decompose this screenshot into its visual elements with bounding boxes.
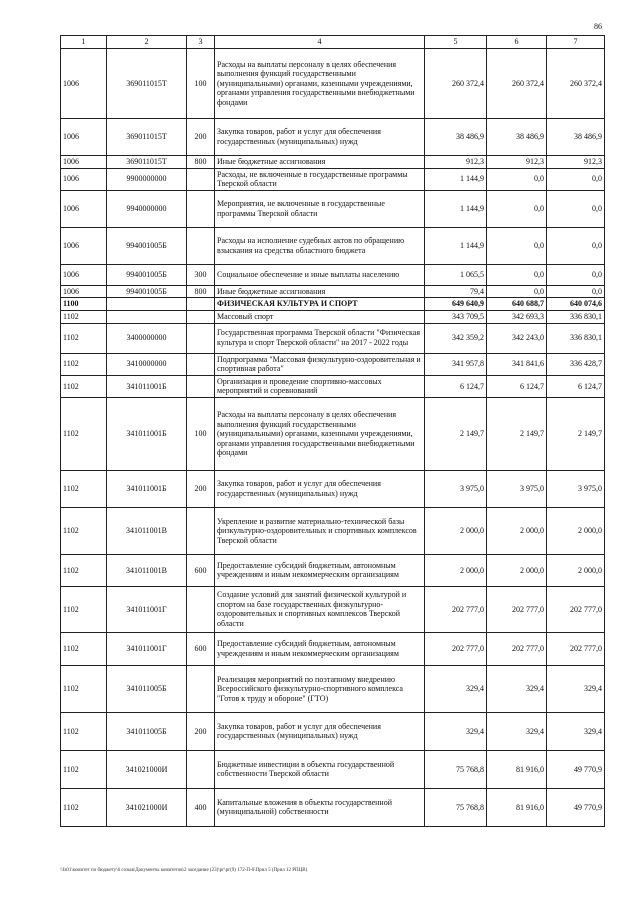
amount-3-cell: 0,0 <box>547 264 605 285</box>
file-path-footer: \\fs01\комитет по бюджету\6 созыв\Документы комитетов\2 заседание (23)\рг\рг(9) 172-П-6\Прил 5 (Прил 12 РПЦВ) <box>60 868 308 873</box>
table-row <box>61 227 605 264</box>
amount-2-cell: 342 243,0 <box>487 323 547 353</box>
amount-1-cell: 1 065,5 <box>425 264 487 285</box>
header-cell-1: 1 <box>61 36 107 49</box>
amount-1-cell: 1 144,9 <box>425 227 487 264</box>
section-code-cell: 1100 <box>61 298 107 311</box>
description-cell: Создание условий для занятий физической культурой и спортом на базе государственных физкультурно-оздоровительных и спортивных комплексов Тверской области <box>215 586 425 632</box>
description-cell: Капитальные вложения в объекты государственной (муниципальной) собственности <box>215 788 425 826</box>
amount-3-cell: 336 830,1 <box>547 323 605 353</box>
amount-2-cell: 3 975,0 <box>487 470 547 507</box>
target-code-cell: 994001005Б <box>107 264 187 285</box>
section-code-cell: 1102 <box>61 788 107 826</box>
section-code-cell: 1006 <box>61 264 107 285</box>
description-cell: Организация и проведение спортивно-массовых мероприятий и соревнований <box>215 375 425 397</box>
table-row <box>61 190 605 227</box>
table-row <box>61 788 605 826</box>
amount-3-cell: 329,4 <box>547 665 605 712</box>
target-code-cell: 3410000000 <box>107 353 187 375</box>
amount-2-cell: 202 777,0 <box>487 586 547 632</box>
amount-2-cell: 38 486,9 <box>487 119 547 156</box>
header-cell-5: 5 <box>425 36 487 49</box>
expense-type-cell: 100 <box>187 49 215 119</box>
target-code-cell: 994001005Б <box>107 227 187 264</box>
header-cell-6: 6 <box>487 36 547 49</box>
amount-1-cell: 6 124,7 <box>425 375 487 397</box>
expense-type-cell: 300 <box>187 264 215 285</box>
table-body <box>61 49 605 827</box>
description-cell: Расходы на исполнение судебных актов по обращению взыскания на средства областного бюджета <box>215 227 425 264</box>
expense-type-cell <box>187 375 215 397</box>
amount-2-cell: 329,4 <box>487 712 547 750</box>
amount-3-cell: 202 777,0 <box>547 632 605 665</box>
header-row <box>61 36 605 49</box>
table-row <box>61 156 605 169</box>
expense-type-cell: 200 <box>187 712 215 750</box>
amount-1-cell: 1 144,9 <box>425 168 487 190</box>
section-code-cell: 1006 <box>61 156 107 169</box>
description-cell: Закупка товаров, работ и услуг для обеспечения государственных (муниципальных) нужд <box>215 470 425 507</box>
header-cell-4: 4 <box>215 36 425 49</box>
amount-1-cell: 75 768,8 <box>425 750 487 788</box>
target-code-cell: 341021000И <box>107 788 187 826</box>
target-code-cell: 341011001Б <box>107 397 187 470</box>
amount-2-cell: 341 841,6 <box>487 353 547 375</box>
amount-3-cell: 202 777,0 <box>547 586 605 632</box>
description-cell: Государственная программа Тверской области "Физическая культура и спорт Тверской области" на 2017 - 2022 годы <box>215 323 425 353</box>
table-row <box>61 119 605 156</box>
description-cell: Укрепление и развитие материально-технической базы физкультурно-оздоровительных и спортивных комплексов Тверской области <box>215 507 425 554</box>
amount-2-cell: 2 000,0 <box>487 554 547 586</box>
amount-2-cell: 0,0 <box>487 264 547 285</box>
amount-3-cell: 2 000,0 <box>547 507 605 554</box>
expense-type-cell <box>187 750 215 788</box>
amount-3-cell: 336 428,7 <box>547 353 605 375</box>
amount-2-cell: 81 916,0 <box>487 788 547 826</box>
section-code-cell: 1102 <box>61 310 107 323</box>
section-code-cell: 1102 <box>61 586 107 632</box>
table-row <box>61 323 605 353</box>
header-cell-3: 3 <box>187 36 215 49</box>
table-row <box>61 470 605 507</box>
table-row <box>61 298 605 311</box>
description-cell: Расходы на выплаты персоналу в целях обеспечения выполнения функций государственными (муниципальными) органами, казенными учреждениями, органами управления государственными внебюджетными фондами <box>215 49 425 119</box>
table-row <box>61 712 605 750</box>
table-row <box>61 586 605 632</box>
amount-2-cell: 342 693,3 <box>487 310 547 323</box>
amount-1-cell: 79,4 <box>425 285 487 298</box>
section-code-cell: 1006 <box>61 49 107 119</box>
amount-2-cell: 0,0 <box>487 168 547 190</box>
table-row <box>61 397 605 470</box>
section-code-cell: 1102 <box>61 353 107 375</box>
description-cell: Мероприятия, не включенные в государственные программы Тверской области <box>215 190 425 227</box>
table-row <box>61 49 605 119</box>
amount-1-cell: 2 000,0 <box>425 554 487 586</box>
section-code-cell: 1102 <box>61 323 107 353</box>
amount-2-cell: 640 688,7 <box>487 298 547 311</box>
table-row <box>61 285 605 298</box>
amount-3-cell: 640 074,6 <box>547 298 605 311</box>
expense-type-cell <box>187 323 215 353</box>
table-row <box>61 507 605 554</box>
header-cell-2: 2 <box>107 36 187 49</box>
target-code-cell: 369011015Т <box>107 156 187 169</box>
section-code-cell: 1006 <box>61 227 107 264</box>
expense-type-cell: 200 <box>187 119 215 156</box>
amount-3-cell: 260 372,4 <box>547 49 605 119</box>
section-code-cell: 1102 <box>61 632 107 665</box>
target-code-cell: 341011001Б <box>107 375 187 397</box>
description-cell: Бюджетные инвестиции в объекты государственной собственности Тверской области <box>215 750 425 788</box>
table-row <box>61 353 605 375</box>
table-row <box>61 554 605 586</box>
target-code-cell <box>107 310 187 323</box>
table-row <box>61 264 605 285</box>
amount-3-cell: 912,3 <box>547 156 605 169</box>
amount-2-cell: 329,4 <box>487 665 547 712</box>
section-code-cell: 1102 <box>61 397 107 470</box>
expense-type-cell <box>187 298 215 311</box>
amount-2-cell: 912,3 <box>487 156 547 169</box>
table-row <box>61 665 605 712</box>
expense-type-cell <box>187 353 215 375</box>
amount-3-cell: 0,0 <box>547 168 605 190</box>
amount-1-cell: 912,3 <box>425 156 487 169</box>
amount-2-cell: 81 916,0 <box>487 750 547 788</box>
description-cell: ФИЗИЧЕСКАЯ КУЛЬТУРА И СПОРТ <box>215 298 425 311</box>
amount-3-cell: 2 149,7 <box>547 397 605 470</box>
amount-3-cell: 329,4 <box>547 712 605 750</box>
expense-type-cell <box>187 665 215 712</box>
section-code-cell: 1102 <box>61 712 107 750</box>
description-cell: Социальное обеспечение и иные выплаты населению <box>215 264 425 285</box>
table-row <box>61 310 605 323</box>
expense-type-cell <box>187 190 215 227</box>
target-code-cell: 341011001Г <box>107 632 187 665</box>
description-cell: Расходы на выплаты персоналу в целях обеспечения выполнения функций государственными (муниципальными) органами, казенными учреждениями, органами управления государственными внебюджетными фондами <box>215 397 425 470</box>
amount-1-cell: 329,4 <box>425 712 487 750</box>
table-row <box>61 168 605 190</box>
target-code-cell: 369011015Т <box>107 49 187 119</box>
target-code-cell: 341011001В <box>107 554 187 586</box>
section-code-cell: 1006 <box>61 190 107 227</box>
amount-2-cell: 260 372,4 <box>487 49 547 119</box>
expense-type-cell: 800 <box>187 156 215 169</box>
amount-1-cell: 260 372,4 <box>425 49 487 119</box>
expense-type-cell: 100 <box>187 397 215 470</box>
amount-2-cell: 2 000,0 <box>487 507 547 554</box>
page-number: 86 <box>594 22 602 31</box>
section-code-cell: 1006 <box>61 168 107 190</box>
amount-3-cell: 2 000,0 <box>547 554 605 586</box>
amount-1-cell: 2 149,7 <box>425 397 487 470</box>
expense-type-cell <box>187 310 215 323</box>
target-code-cell: 341011001Б <box>107 470 187 507</box>
target-code-cell: 341021000И <box>107 750 187 788</box>
target-code-cell: 9900000000 <box>107 168 187 190</box>
target-code-cell: 9940000000 <box>107 190 187 227</box>
description-cell: Предоставление субсидий бюджетным, автономным учреждениям и иным некоммерческим организациям <box>215 554 425 586</box>
amount-2-cell: 6 124,7 <box>487 375 547 397</box>
section-code-cell: 1102 <box>61 665 107 712</box>
table-row <box>61 632 605 665</box>
description-cell: Закупка товаров, работ и услуг для обеспечения государственных (муниципальных) нужд <box>215 119 425 156</box>
amount-3-cell: 38 486,9 <box>547 119 605 156</box>
amount-3-cell: 49 770,9 <box>547 750 605 788</box>
expense-type-cell: 600 <box>187 554 215 586</box>
expense-type-cell: 400 <box>187 788 215 826</box>
target-code-cell: 341011005Б <box>107 712 187 750</box>
header-cell-7: 7 <box>547 36 605 49</box>
description-cell: Закупка товаров, работ и услуг для обеспечения государственных (муниципальных) нужд <box>215 712 425 750</box>
amount-3-cell: 0,0 <box>547 285 605 298</box>
expense-type-cell: 600 <box>187 632 215 665</box>
description-cell: Реализация мероприятий по поэтапному внедрению Всероссийского физкультурно-спортивного комплекса "Готов к труду и обороне" (ГТО) <box>215 665 425 712</box>
amount-1-cell: 38 486,9 <box>425 119 487 156</box>
amount-3-cell: 3 975,0 <box>547 470 605 507</box>
target-code-cell: 341011001В <box>107 507 187 554</box>
table-row <box>61 375 605 397</box>
amount-3-cell: 336 830,1 <box>547 310 605 323</box>
amount-3-cell: 6 124,7 <box>547 375 605 397</box>
amount-1-cell: 341 957,8 <box>425 353 487 375</box>
expense-type-cell: 800 <box>187 285 215 298</box>
target-code-cell: 341011001Г <box>107 586 187 632</box>
section-code-cell: 1102 <box>61 554 107 586</box>
amount-1-cell: 329,4 <box>425 665 487 712</box>
amount-1-cell: 1 144,9 <box>425 190 487 227</box>
expense-type-cell <box>187 507 215 554</box>
amount-3-cell: 49 770,9 <box>547 788 605 826</box>
description-cell: Иные бюджетные ассигнования <box>215 285 425 298</box>
amount-2-cell: 202 777,0 <box>487 632 547 665</box>
section-code-cell: 1006 <box>61 119 107 156</box>
target-code-cell: 341011005Б <box>107 665 187 712</box>
section-code-cell: 1102 <box>61 507 107 554</box>
amount-1-cell: 343 709,5 <box>425 310 487 323</box>
amount-2-cell: 2 149,7 <box>487 397 547 470</box>
amount-1-cell: 2 000,0 <box>425 507 487 554</box>
budget-table <box>60 35 605 827</box>
expense-type-cell <box>187 586 215 632</box>
description-cell: Подпрограмма "Массовая физкультурно-оздоровительная и спортивная работа" <box>215 353 425 375</box>
description-cell: Предоставление субсидий бюджетным, автономным учреждениям и иным некоммерческим организациям <box>215 632 425 665</box>
expense-type-cell <box>187 168 215 190</box>
target-code-cell: 3400000000 <box>107 323 187 353</box>
amount-1-cell: 342 359,2 <box>425 323 487 353</box>
section-code-cell: 1102 <box>61 375 107 397</box>
description-cell: Иные бюджетные ассигнования <box>215 156 425 169</box>
amount-1-cell: 3 975,0 <box>425 470 487 507</box>
amount-1-cell: 202 777,0 <box>425 586 487 632</box>
amount-3-cell: 0,0 <box>547 190 605 227</box>
amount-2-cell: 0,0 <box>487 190 547 227</box>
target-code-cell: 994001005Б <box>107 285 187 298</box>
amount-1-cell: 202 777,0 <box>425 632 487 665</box>
target-code-cell: 369011015Т <box>107 119 187 156</box>
expense-type-cell: 200 <box>187 470 215 507</box>
description-cell: Массовый спорт <box>215 310 425 323</box>
section-code-cell: 1006 <box>61 285 107 298</box>
description-cell: Расходы, не включенные в государственные программы Тверской области <box>215 168 425 190</box>
amount-2-cell: 0,0 <box>487 227 547 264</box>
table-row <box>61 750 605 788</box>
amount-2-cell: 0,0 <box>487 285 547 298</box>
target-code-cell <box>107 298 187 311</box>
amount-1-cell: 649 640,9 <box>425 298 487 311</box>
section-code-cell: 1102 <box>61 470 107 507</box>
expense-type-cell <box>187 227 215 264</box>
amount-1-cell: 75 768,8 <box>425 788 487 826</box>
amount-3-cell: 0,0 <box>547 227 605 264</box>
section-code-cell: 1102 <box>61 750 107 788</box>
